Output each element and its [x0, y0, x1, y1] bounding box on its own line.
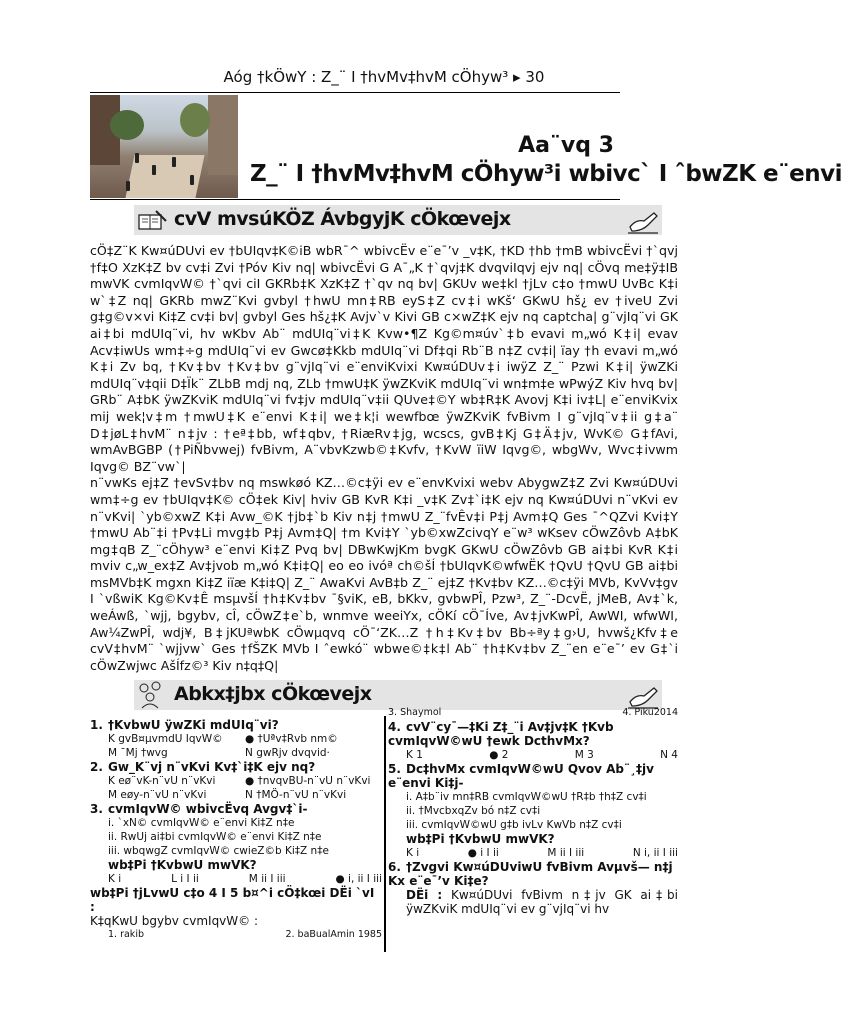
option: iii. wbqwgZ cvmIqvW© cwieZ©b Ki‡Z n‡e: [108, 845, 329, 857]
option: K i: [108, 873, 122, 885]
option: ii. RwUj ai‡bi cvmIqvW© e¨envi Ki‡Z n‡e: [108, 831, 322, 843]
people-icon: [134, 680, 170, 710]
option: ● 2: [489, 749, 509, 761]
option: ● †nvqvBU-n¨vU n¨vKvi: [245, 775, 371, 787]
option: K eø¨vK-n¨vU n¨vKvi: [108, 775, 216, 787]
question: 5. Dc‡hvMx cvmIqvW©wU Qvov Ab¨¸‡jv e¨envi Ki‡j- i. A‡b¨iv mn‡RB cvmIqvW©wU †R‡b †h‡Z cv‡i ii. †MvcbxqZv bó n‡Z cv‡i iii. cvmIqvW©wU g‡b ivLv KwVb n‡Z cv‡i wb‡Pi †KvbwU mwVK? K i ● i I ii M ii I iii N i, ii I iii: [388, 762, 678, 859]
question-tail: wb‡Pi †KvbwU mwVK?: [108, 858, 257, 872]
option: N 4: [660, 749, 678, 761]
option: ● †Uªv‡Rvb nm©: [245, 733, 338, 745]
body-text: [90, 243, 678, 674]
question-tail: wb‡Pi †KvbwU mwVK?: [406, 832, 555, 846]
paragraph: cÖ‡Z¨K Kw¤úDUvi ev †bUIqv‡K©iB wbR¯^ wbivcËv e¨e¯’v _v‡K, †KD †hb †mB wbivcËvi †`qvj †f‡O XzK‡Z bv cv‡i Zvi †Póv Kiv nq| wbivcËvi G A¯„K †`qvj‡K dvqviIqvj ejv nq| cÖvq me‡ÿ‡IB mwVK cvmIqvW© †`qvi ciI GKRb‡K XzK‡Z †`qv nq bv| GKUv we‡kl †jLv c‡o †mwU UvBc K‡i w`‡Z nq| GKRb mwZ¨Kvi gvbyl †hwU mn‡RB eyS‡Z cv‡i wKš‘ GKwU hš¿ ev †iveU Zvi g‡g©v×vi Ki‡Z cv‡i bv| gvbyl Ges hš¿‡K Avjv`v Kivi GB c×wZ‡K ejv nq captcha| g¨vjIq¨vi GK ai‡bi mdUIq¨vi, hv wKbv Ab¨ mdUIq¨vi‡K Kvw•¶Z Kg©m¤úv`‡b evavi m„wó K‡i| evav Acv‡iwUs wm‡÷g mdUIq¨vi ev Gwcø‡Kkb mdUIq¨vi Df‡qi Rb¨B n‡Z cv‡i| ïay †h evavi m„wó K‡i Zv bq, †Kv‡bv †Kv‡bv g¨vjIq¨vi e¨enviKvixi Kw¤úDUv‡i iwÿZ Z_¨ Pzwi K‡i| ÿwZKi mdUIq¨v‡qii D‡Ïk¨ ZLbB mdj nq, ZLb †mwU‡K ÿwZKviK mdUIq¨vi wn‡m‡e wPwýZ Kiv hvq bv| GRb¨ A‡bK ÿwZKviK mdUIq¨vi fv‡jv mdUIq¨v‡ii QUve‡©Y wb‡R‡K Avovj K‡i iv‡L| e¨enviKvix mij wek¦v‡m †mwU‡K e¨envi K‡i| we‡k¦i wewfbœ ÿwZKviK fvBivm I g¨vjIq¨v‡ii g‡a¨ D‡jøL‡hvM¨ n‡jv : †eª‡bb, wf‡qbv, †RiæRv‡jg, wcscs, gvB‡Kj G‡Ä‡jv, WvK© G‡fAvi, wmAvBGBP (†PiÑbvwej) fvBivm, A¨vbvKzwb©‡Kvfv, †KvW ïiW Iqvg©, wbgWv, Wvc‡ivwm Iqvg© BZ¨vw`|: [90, 243, 678, 474]
column-divider: [384, 716, 386, 952]
paragraph: n¨vwKs ej‡Z †evSv‡bv nq mswkøó KZ…©c‡ÿi ev e¨envKvixi webv AbygwZ‡Z Zvi Kw¤úDUvi wm‡÷g ev †bUIqv‡K© cÖ‡ek Kiv| hviv GB KvR K‡i _v‡K Zv‡`i‡K ejv nq Kw¤úDUvi n¨vKvi ev n¨vKvi| `yb©xwZ K‡i Avw_©K †jb‡`b Kiv n‡j †mwU Z_¨fvÊv‡i P‡j Avm‡Q Ges ¯^QZvi Kvi‡Y †mwU Ab¨‡i †Pv‡Li mvg‡b P‡j Avm‡Q| †m Kvi‡Y `yb©xwZcivqY e¨w³ wKsev cÖwZôvb A‡bK mg‡qB Z_¨cÖhyw³ e¨envi Ki‡Z Pvq bv| DBwKwjKm bvgK GKwU cÖwZôvb GB ai‡bi KvR K‡i mviv c„w_ex‡Z Av‡jvob m„wó K‡i‡Q| eo eo ivóª ch©šÍ †bUIqvK©wfwËK †QvU †QvU GB ai‡bi msMVb‡K mgxn Ki‡Z iïæ K‡i‡Q| Z_¨ AwaKvi AvB‡b Z_¨ ej‡Z †Kv‡bv KZ…©c‡ÿi MVb, KvVv‡gv I `vßwiK Kg©Kv‡Ê msµvšÍ †h‡Kv‡bv ¯§viK, eB, bKkv, gvbwPÎ, Pzw³, Z_¨-DcvË, jMeB, Av‡`k, weÁwß, `wjj, bgybv, cÎ, cÖwZ‡e`b, wnmve weeiYx, cÖKí cÖ¯Íve, Av‡jvKwPÎ, AwWI, wfwWI, Aw¼ZwPÎ, wdj¥, B‡jKUªwbK cÖwµqvq cÖ¯‘ZK…Z †h‡Kv‡bv Bb÷ªy‡g›U, hvwš¿Kfv‡e cvV‡hvM¨ `wjjvw` Ges †fŠZK MVb I ˆewkó¨ wbwe©‡k‡l Ab¨ †h‡Kv‡bv Z_¨en e¨e¯’ ev G‡`i cÖwZwjwc AšÍfz©³ Kiv n‡q‡Q|: [90, 475, 678, 673]
chapter-title: Z_¨ I †hvMv‡hvM cÖhyw³i wbivc` I ˆbwZK e¨envi: [250, 161, 842, 187]
sample-password: 4. Piku2014: [622, 707, 678, 718]
stimulus-heading: wb‡Pi †jLvwU c‡o 4 I 5 b¤^i cÖ‡kœi DËi `vI :: [90, 886, 375, 914]
option: K i: [406, 847, 420, 859]
writing-hand-icon: [626, 205, 660, 235]
option: ● i I ii: [467, 847, 499, 859]
sample-password: 1. rakib: [108, 929, 144, 940]
book-writing-icon: [134, 205, 170, 235]
page-header: Aóg †kÖwY : Z_¨ I †hvMv‡hvM cÖhyw³ ▸ 30: [223, 68, 545, 86]
option: M eøy-n¨vU n¨vKvi: [108, 789, 207, 801]
questions-left-column: [90, 718, 382, 942]
question: 3. cvmIqvW© wbivcËvq Avgv‡`i- i. `xN© cvmIqvW© e¨envi Ki‡Z n‡e ii. RwUj ai‡bi cvmIqvW© e¨envi Ki‡Z n‡e iii. wbqwgZ cvmIqvW© cwieZ©b Ki‡Z n‡e wb‡Pi †KvbwU mwVK? K i L i I ii M ii I iii ● i, ii I iii: [90, 802, 382, 885]
option: K 1: [406, 749, 423, 761]
answer-label: DËi :: [406, 888, 443, 902]
question: 6. †Zvgvi Kw¤úDUviwU fvBivm Avµvš— n‡j Kx e¨e¯’v Ki‡e? DËi : Kw¤úDUvi fvBivm n‡jv GK ai‡bi ÿwZKviK mdUIq¨vi ev g¨vjIq¨vi hv: [388, 860, 679, 916]
option: M ii I iii: [248, 873, 286, 885]
option: N †MÖ-n¨vU n¨vKvi: [245, 789, 347, 801]
option: iii. cvmIqvW©wU g‡b ivLv KwVb n‡Z cv‡i: [406, 819, 622, 831]
question: 4. cvV¨cy¯—‡Ki Z‡_¨i Av‡jv‡K †Kvb cvmIqvW©wU †ewk DcthvMx? K 1 ● 2 M 3 N 4: [388, 720, 678, 761]
option: ii. †MvcbxqZv bó n‡Z cv‡i: [406, 805, 541, 817]
option: i. A‡b¨iv mn‡RB cvmIqvW©wU †R‡b †h‡Z cv‡i: [406, 791, 647, 803]
stimulus: [90, 886, 382, 942]
question: 2. Gw_K¨vj n¨vKvi Kv‡`i‡K ejv nq? K eø¨vK-n¨vU n¨vKvi ● †nvqvBU-n¨vU n¨vKvi M eøy-n¨vU n¨vKvi N †MÖ-n¨vU n¨vKvi: [90, 760, 382, 802]
option: ● i, ii I iii: [335, 873, 382, 885]
option: L i I ii: [171, 873, 199, 885]
questions-right-column: [388, 707, 679, 916]
sample-password: 2. baBualAmin 1985: [285, 929, 382, 940]
option: N i, ii I iii: [632, 847, 678, 859]
banner-rule: [90, 199, 620, 200]
sample-password: 3. Shaymol: [388, 707, 442, 718]
chapter-banner: [90, 95, 842, 198]
section-title-exercises: Abkx‡jbx cÖkœvejx: [174, 683, 372, 705]
option: M ii I iii: [547, 847, 585, 859]
lesson-number: Aa¨vq 3: [518, 133, 614, 158]
stimulus-text: K‡qKwU bgybv cvmIqvW© :: [90, 914, 259, 928]
answer-text: Kw¤úDUvi fvBivm n‡jv GK ai‡bi ÿwZKviK mdUIq¨vi ev g¨vjIq¨vi hv: [406, 888, 679, 916]
header-rule: [90, 92, 620, 93]
option: M ¯Mj †wvg: [108, 747, 168, 759]
option: K gvB¤µvmdU IqvW©: [108, 733, 223, 745]
option: N gwRjv dvqvid·: [245, 747, 330, 759]
option: i. `xN© cvmIqvW© e¨envi Ki‡Z n‡e: [108, 817, 295, 829]
street-photo: [90, 95, 238, 198]
section-title-knowledge: cvV mvsúKÖZ ÁvbgyjK cÖkœvejx: [174, 208, 511, 230]
section-bar-knowledge: [134, 205, 662, 235]
question: 1. †KvbwU ÿwZKi mdUIq¨vi? K gvB¤µvmdU IqvW© ● †Uªv‡Rvb nm© M ¯Mj †wvg N gwRjv dvqvid·: [90, 718, 382, 760]
option: M 3: [574, 749, 594, 761]
